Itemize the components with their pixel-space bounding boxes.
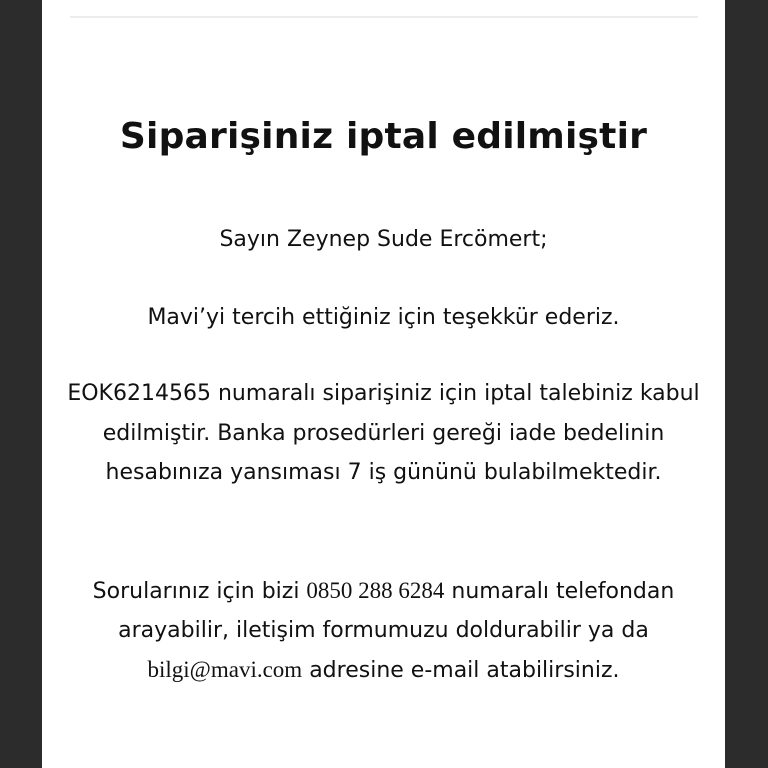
greeting-text: Sayın Zeynep Sude Ercömert; <box>219 227 548 252</box>
email-card <box>42 0 725 768</box>
phone-number-link[interactable]: 0850 288 6284 <box>306 578 445 603</box>
top-divider <box>70 16 698 18</box>
order-number: EOK6214565 <box>67 381 211 406</box>
email-title: Siparişiniz iptal edilmiştir <box>119 116 648 157</box>
cancellation-text: numaralı siparişiniz için iptal talebiniz kabul edilmiştir. Banka prosedürleri gereği iade bedelinin hesabınıza yansıması 7 iş gününü bulabilmektedir. <box>102 381 700 485</box>
thanks-text: Mavi’yi tercih ettiğiniz için teşekkür ederiz. <box>147 305 620 330</box>
contact-prefix: Sorularınız için bizi <box>92 579 307 604</box>
contact-suffix: adresine e-mail atabilirsiniz. <box>302 658 620 683</box>
cancellation-paragraph <box>62 374 705 493</box>
email-address-link[interactable]: bilgi@mavi.com <box>147 657 303 682</box>
contact-mid: numaralı telefondan arayabilir, iletişim formumuzu doldurabilir ya da <box>118 579 675 643</box>
contact-paragraph <box>62 571 705 690</box>
right-frame-edge <box>726 0 768 768</box>
